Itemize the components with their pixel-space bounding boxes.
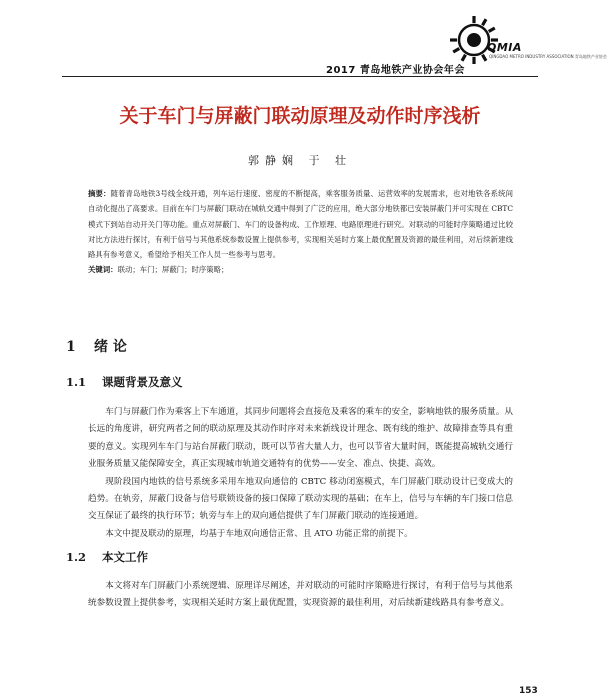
paragraph: 本文中提及联动的原理，均基于车地双向通信正常、且 ATO 功能正常的前提下。 bbox=[105, 528, 413, 539]
paragraph: 现阶段国内地铁的信号系统多采用车地双向通信的 CBTC 移动闭塞模式，车门屏蔽门联动设计已变成大的趋势。在轨旁，屏蔽门设备与信号联锁设备的接口保障了联动实现的基础；在车上，信号与车辆的车门接口信息交互保证了最终的执行环节；轨旁与车上的双向通信提供了车门屏蔽门联动的连接通道。 bbox=[88, 476, 513, 522]
conference-header: 2017 青岛地铁产业协会年会 bbox=[326, 65, 465, 76]
paper-title: 关于车门与屏蔽门联动原理及动作时序浅析 bbox=[119, 105, 481, 127]
logo-subtitle: QINGDAO METRO INDUSTRY ASSOCIATION 青岛地铁产业协会 bbox=[489, 54, 607, 59]
section-1-1-heading bbox=[66, 374, 183, 390]
keywords-label: 关键词： bbox=[88, 265, 118, 275]
keywords-text: 联动；车门；屏蔽门；时序策略； bbox=[117, 265, 229, 275]
section-number: 1.2 bbox=[66, 550, 87, 564]
section-1-2-body bbox=[88, 578, 513, 613]
section-number: 1.1 bbox=[66, 375, 87, 389]
page-number: 153 bbox=[519, 686, 538, 696]
paragraph: 车门与屏蔽门作为乘客上下车通道，其同步问题将会直接危及乘客的乘车的安全，影响地铁的服务质量。从长远的角度讲，研究两者之间的联动原理及其动作时序对未来新线设计理念、既有线的维护、故障排查等具有重要的意义。实现列车车门与站台屏蔽门联动，既可以节省大量人力，也可以节省大量时间，既能提高城轨交通行业服务质量又能保障安全，真正实现城市轨道交通特有的优势——安全、准点、快捷、高效。 bbox=[88, 407, 513, 470]
section-title: 本文工作 bbox=[102, 550, 148, 564]
header-rule bbox=[62, 76, 538, 77]
abstract-text: 随着青岛地铁3号线全线开通，列车运行速度、密度的不断提高，乘客服务质量、运营效率的发展需求，也对地铁各系统间自动化提出了高要求。目前在车门与屏蔽门联动在城轨交通中得到了广泛的应用，绝大部分地铁都已安装屏蔽门并可实现在 CBTC 模式下到站自动开关门等功能。重点对屏蔽门、车门的设备构成、工作原理、电路原理进行研究。对联动的可能时序策略通过比较对比方法进行探讨，有利于信号与其他系统参数设置上提供参考，实现相关延时方案上最优配置及资源的最佳利用，对后续新建线路具有参考意义，希望给予相关工作人员一些参考与思考。 bbox=[88, 189, 513, 260]
section-number: 1 bbox=[66, 339, 76, 355]
abstract-label: 摘要： bbox=[88, 189, 111, 198]
logo-wordmark: QMIA bbox=[487, 41, 522, 54]
section-1-2-heading bbox=[66, 549, 148, 565]
paper-authors: 郭静娴 于 壮 bbox=[248, 154, 352, 167]
paragraph: 本文将对车门屏蔽门小系统逻辑、原理详尽阐述，并对联动的可能时序策略进行探讨，有利于信号与其他系统参数设置上提供参考，实现相关延时方案上最优配置，实现资源的最佳利用，对后续新建线路具有参考意义。 bbox=[88, 581, 513, 609]
abstract bbox=[88, 186, 513, 262]
section-title: 绪 论 bbox=[94, 339, 127, 355]
section-1-heading bbox=[66, 336, 127, 356]
keywords bbox=[88, 262, 513, 277]
section-title: 课题背景及意义 bbox=[102, 375, 183, 389]
section-1-1-body bbox=[88, 404, 513, 543]
abstract-block bbox=[88, 186, 513, 278]
